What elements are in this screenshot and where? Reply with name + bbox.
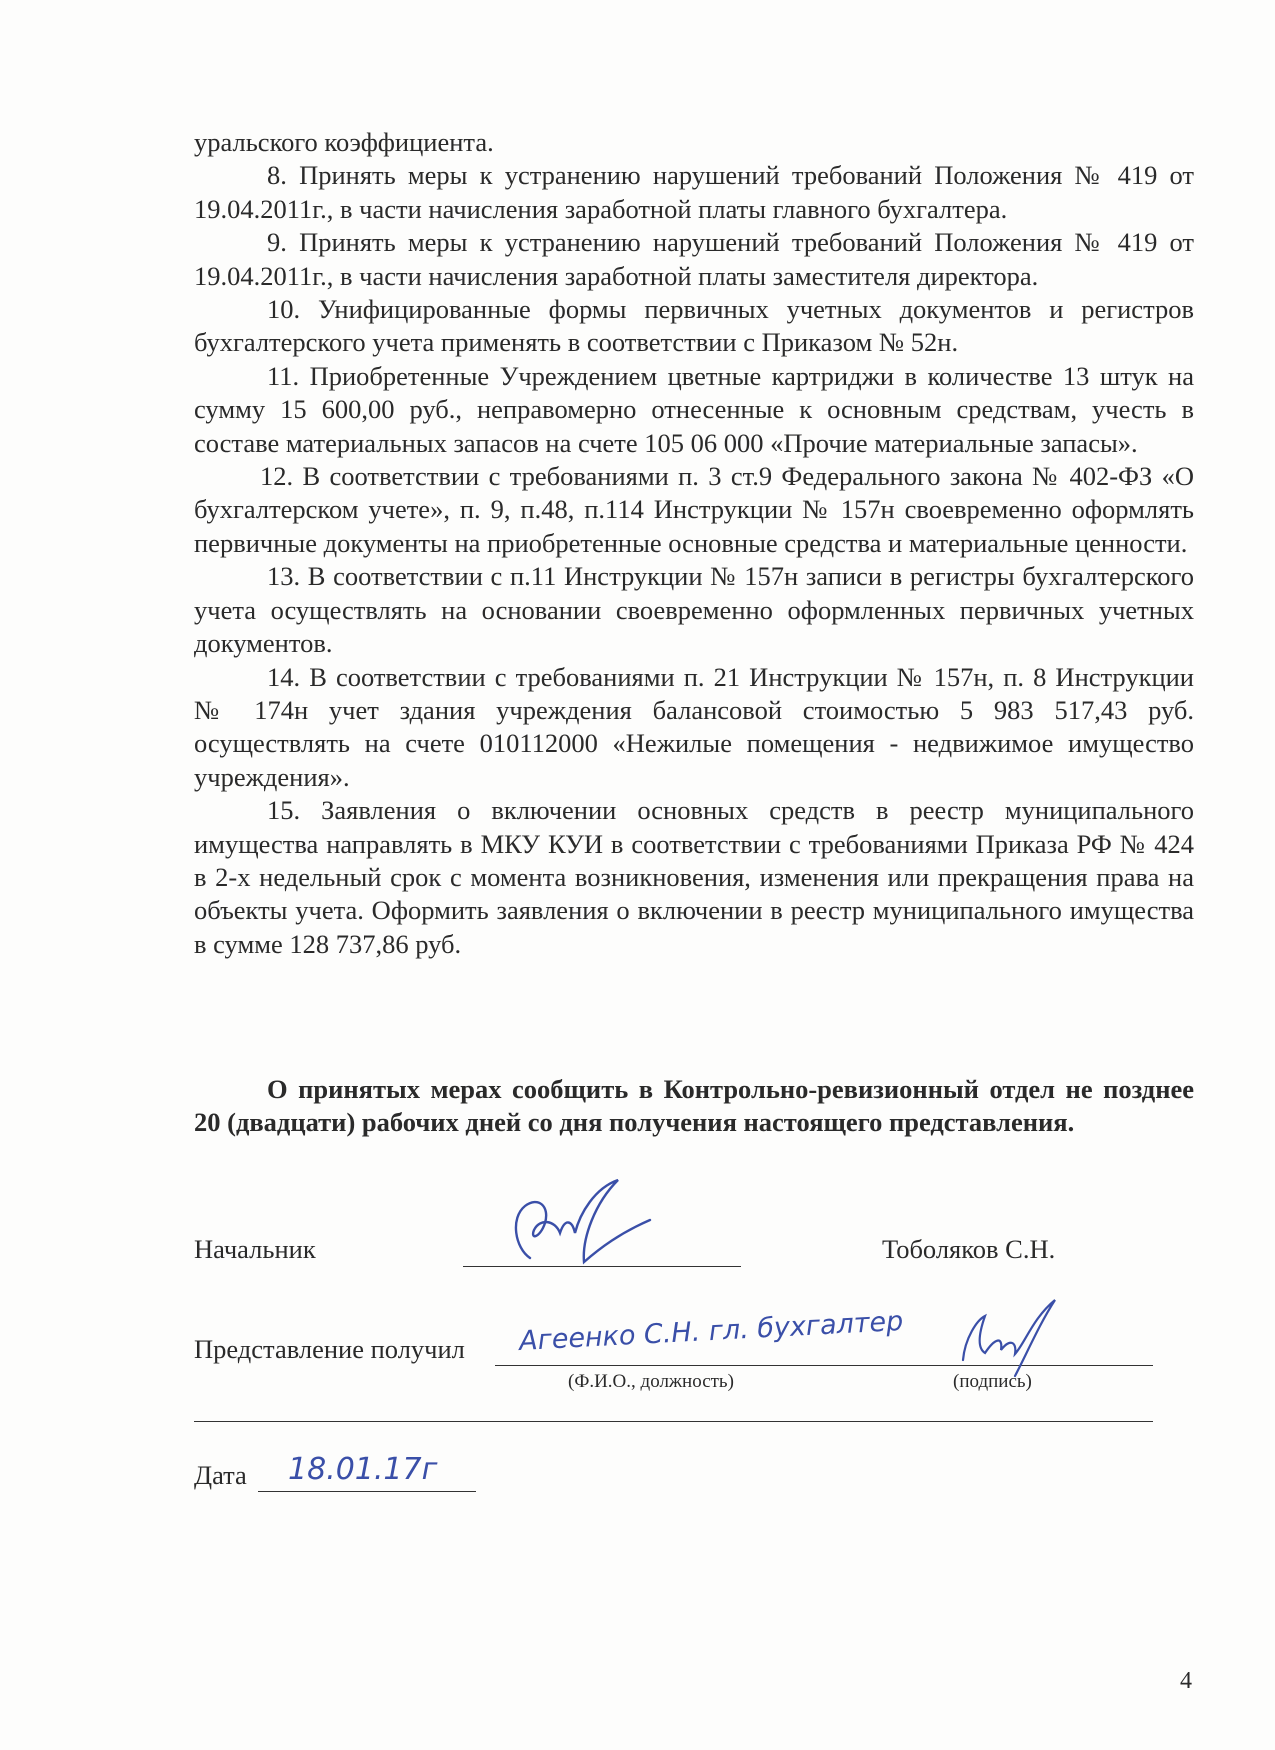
received-signature [955, 1298, 1065, 1378]
received-label: Представление получил [194, 1334, 465, 1364]
fio-caption: (Ф.И.О., должность) [568, 1371, 734, 1392]
date-line [258, 1491, 476, 1492]
date-label: Дата [194, 1460, 247, 1490]
paragraph-item-11: 11. Приобретенные Учреждением цветные картриджи в количестве 13 штук на сумму 15 600,00 руб., неправомерно отнесенные к основным средствам, учесть в составе материальных запасов на счете 105 06 000 «Прочие материальные запасы». [194, 360, 1194, 458]
paragraph-item-10: 10. Унифицированные формы первичных учетных документов и регистров бухгалтерского учета применять в соответствии с Приказом № 52н. [194, 294, 1194, 358]
paragraph-item-12: 12. В соответствии с требованиями п. 3 ст.9 Федерального закона № 402-ФЗ «О бухгалтерском учете», п. 9, п.48, п.114 Инструкции № 157н своевременно оформлять первичные документы на приобретенные основные средства и материальные ценности. [194, 461, 1194, 558]
paragraph-continuation: уральского коэффициента. [194, 127, 494, 157]
paragraph-item-14: 14. В соответствии с требованиями п. 21 Инструкции № 157н, п. 8 Инструкции № 174н учет здания учреждения балансовой стоимостью 5 983 517,43 руб. осуществлять на счете 010112000 «Нежилые помещения - недвижимое имущество учреждения». [194, 661, 1194, 792]
chief-name: Тоболяков С.Н. [882, 1234, 1056, 1264]
chief-label: Начальник [194, 1234, 316, 1264]
signature-caption: (подпись) [953, 1371, 1032, 1392]
document-body [194, 126, 1194, 961]
paragraph-item-13: 13. В соответствии с п.11 Инструкции № 157н записи в регистры бухгалтерского учета осуществлять на основании своевременно оформленных первичных учетных документов. [194, 561, 1194, 659]
blank-line [194, 1421, 1153, 1422]
paragraph-item-9: 9. Принять меры к устранению нарушений требований Положения № 419 от 19.04.2011г., в части начисления заработной платы заместителя директора. [194, 227, 1194, 291]
paragraph-item-15: 15. Заявления о включении основных средств в реестр муниципального имущества направлять в МКУ КУИ в соответствии с требованиями Приказа РФ № 424 в 2-х недельный срок с момента возникновения, изменения или прекращения права на объекты учета. Оформить заявления о включении в реестр муниципального имущества в сумме 128 737,86 руб. [194, 795, 1194, 959]
paragraph-item-8: 8. Принять меры к устранению нарушений требований Положения № 419 от 19.04.2011г., в части начисления заработной платы главного бухгалтера. [194, 160, 1194, 224]
chief-signature [500, 1178, 660, 1270]
received-handwritten-name: Агеенко С.Н. гл. бухгалтер [518, 1305, 905, 1357]
page-number: 4 [1180, 1668, 1192, 1694]
notice-paragraph: О принятых мерах сообщить в Контрольно-ревизионный отдел не позднее 20 (двадцати) рабочих дней со дня получения настоящего представления. [194, 1074, 1194, 1138]
date-handwritten: 18.01.17г [288, 1452, 438, 1487]
